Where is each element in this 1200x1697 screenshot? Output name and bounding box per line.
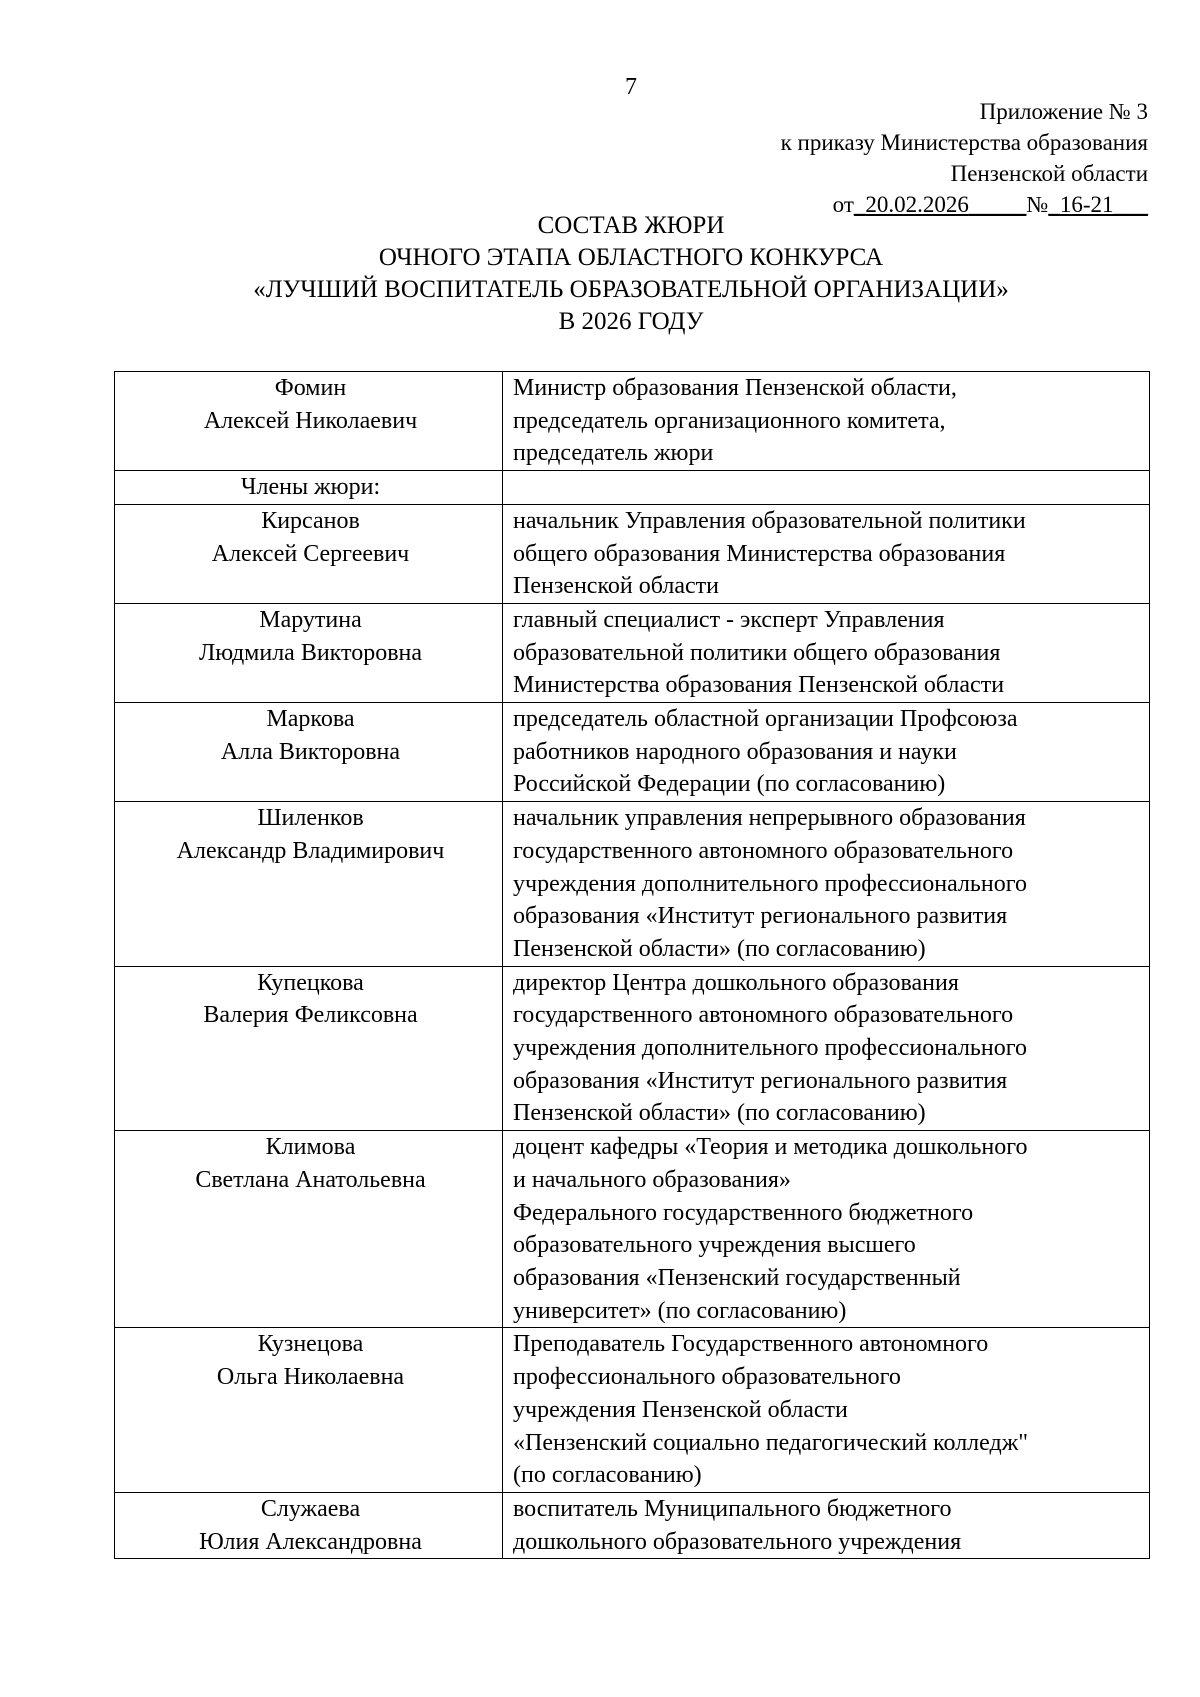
member-surname: Кузнецова bbox=[257, 1331, 364, 1358]
member-surname: Купецкова bbox=[257, 969, 364, 996]
appendix-order-ref: к приказу Министерства образования bbox=[780, 130, 1148, 155]
member-role-line: Федерального государственного бюджетного bbox=[513, 1199, 974, 1226]
table-row bbox=[115, 1492, 1150, 1558]
appendix-header bbox=[781, 96, 1148, 220]
member-role-line: образовательной политики общего образования bbox=[513, 639, 1001, 666]
member-given-name: Людмила Викторовна bbox=[198, 639, 423, 666]
member-role-line: работников народного образования и науки bbox=[513, 738, 957, 765]
member-surname: Служаева bbox=[260, 1495, 361, 1522]
member-role-cell bbox=[503, 802, 1150, 967]
member-name-cell bbox=[115, 703, 503, 802]
member-role-line: председатель областной организации Профсоюза bbox=[513, 706, 1018, 733]
table-row bbox=[115, 603, 1150, 702]
member-role-line: и начального образования» bbox=[513, 1166, 791, 1193]
member-role-cell bbox=[503, 1131, 1150, 1328]
order-number: _16-21___ bbox=[1048, 192, 1148, 217]
member-role-line: воспитатель Муниципального бюджетного bbox=[513, 1495, 952, 1522]
member-role-line: Пензенской области» (по согласованию) bbox=[513, 1100, 926, 1127]
table-row bbox=[115, 504, 1150, 603]
title-line-1: СОСТАВ ЖЮРИ bbox=[537, 212, 725, 239]
jury-table bbox=[114, 371, 1150, 1559]
title-line-2: ОЧНОГО ЭТАПА ОБЛАСТНОГО КОНКУРСА bbox=[378, 244, 884, 271]
empty-cell bbox=[503, 471, 1150, 505]
chair-given-name: Алексей Николаевич bbox=[203, 407, 418, 434]
number-prefix: № bbox=[1026, 192, 1049, 217]
member-name-cell bbox=[115, 504, 503, 603]
member-role-line: главный специалист - эксперт Управления bbox=[513, 606, 945, 633]
table-row bbox=[115, 802, 1150, 967]
member-name-cell bbox=[115, 603, 503, 702]
chair-surname: Фомин bbox=[274, 375, 347, 401]
table-row bbox=[115, 1131, 1150, 1328]
member-role-line: образования «Пензенский государственный bbox=[513, 1264, 961, 1291]
member-name-cell bbox=[115, 1492, 503, 1558]
appendix-title: Приложение № 3 bbox=[979, 99, 1148, 124]
date-prefix: от bbox=[832, 192, 854, 217]
member-role-line: Российской Федерации (по согласованию) bbox=[513, 771, 946, 798]
member-role-line: Пензенской области bbox=[513, 573, 719, 600]
member-name-cell bbox=[115, 802, 503, 967]
table-row-chair bbox=[115, 372, 1150, 471]
document-title bbox=[0, 210, 1200, 338]
members-label: Члены жюри: bbox=[115, 471, 503, 505]
member-role-line: учреждения дополнительного профессионального bbox=[513, 870, 1027, 897]
member-name-cell bbox=[115, 1328, 503, 1493]
member-role-cell bbox=[503, 966, 1150, 1131]
appendix-region: Пензенской области bbox=[950, 161, 1148, 186]
chair-role-line: председатель организационного комитета, bbox=[513, 407, 946, 434]
member-role-line: директор Центра дошкольного образования bbox=[513, 969, 959, 996]
member-role-line: образования «Институт регионального развития bbox=[513, 903, 1008, 930]
member-role-line: Министерства образования Пензенской области bbox=[513, 672, 1005, 699]
member-surname: Маркова bbox=[266, 706, 355, 733]
order-date: _20.02.2026_____ bbox=[853, 192, 1027, 217]
chair-role-line: председатель жюри bbox=[513, 440, 714, 467]
member-given-name: Ольга Николаевна bbox=[216, 1364, 405, 1391]
member-role-line: учреждения дополнительного профессионального bbox=[513, 1035, 1027, 1062]
member-role-line: Пензенской области» (по согласованию) bbox=[513, 935, 926, 962]
member-name-cell bbox=[115, 1131, 503, 1328]
member-name-cell bbox=[115, 966, 503, 1131]
chair-role-line: Министр образования Пензенской области, bbox=[513, 375, 957, 401]
table-row bbox=[115, 1328, 1150, 1493]
member-role-cell bbox=[503, 603, 1150, 702]
member-role-line: университет» (по согласованию) bbox=[513, 1297, 847, 1324]
title-line-3: «ЛУЧШИЙ ВОСПИТАТЕЛЬ ОБРАЗОВАТЕЛЬНОЙ ОРГАНИЗАЦИИ» bbox=[253, 276, 1009, 303]
table-row bbox=[115, 966, 1150, 1131]
member-role-line: учреждения Пензенской области bbox=[513, 1396, 848, 1423]
member-role-line: начальник управления непрерывного образования bbox=[513, 805, 1026, 832]
member-role-line: профессионального образовательного bbox=[513, 1364, 901, 1391]
member-surname: Климова bbox=[265, 1134, 356, 1161]
member-given-name: Юлия Александровна bbox=[199, 1528, 422, 1555]
member-surname: Шиленков bbox=[257, 805, 364, 832]
member-surname: Кирсанов bbox=[261, 507, 360, 534]
member-given-name: Алексей Сергеевич bbox=[211, 540, 410, 567]
member-role-line: образовательного учреждения высшего bbox=[513, 1232, 916, 1259]
member-surname: Марутина bbox=[259, 606, 362, 633]
page-number: 7 bbox=[625, 74, 637, 100]
member-given-name: Светлана Анатольевна bbox=[195, 1166, 426, 1193]
member-role-line: «Пензенский социально педагогический колледж" bbox=[513, 1429, 1029, 1456]
member-role-line: государственного автономного образовательного bbox=[513, 837, 1014, 864]
member-role-line: дошкольного образовательного учреждения bbox=[513, 1528, 962, 1555]
table-row bbox=[115, 703, 1150, 802]
member-role-line: начальник Управления образовательной политики bbox=[513, 507, 1026, 534]
member-given-name: Александр Владимирович bbox=[176, 837, 445, 864]
member-role-cell bbox=[503, 703, 1150, 802]
member-role-cell bbox=[503, 1328, 1150, 1493]
member-role-line: общего образования Министерства образования bbox=[513, 540, 1006, 567]
member-given-name: Алла Викторовна bbox=[220, 738, 401, 765]
member-role-cell bbox=[503, 1492, 1150, 1558]
table-row-members-label bbox=[115, 471, 1150, 505]
member-role-line: доцент кафедры «Теория и методика дошкольного bbox=[513, 1134, 1028, 1161]
title-line-4: В 2026 ГОДУ bbox=[558, 308, 704, 335]
member-role-line: (по согласованию) bbox=[513, 1462, 702, 1489]
chair-role-cell bbox=[503, 372, 1150, 471]
member-role-line: образования «Институт регионального развития bbox=[513, 1067, 1008, 1094]
member-role-line: Преподаватель Государственного автономного bbox=[513, 1331, 989, 1358]
member-given-name: Валерия Феликсовна bbox=[203, 1002, 418, 1029]
member-role-line: государственного автономного образовательного bbox=[513, 1002, 1014, 1029]
member-role-cell bbox=[503, 504, 1150, 603]
chair-name-cell bbox=[115, 372, 503, 471]
